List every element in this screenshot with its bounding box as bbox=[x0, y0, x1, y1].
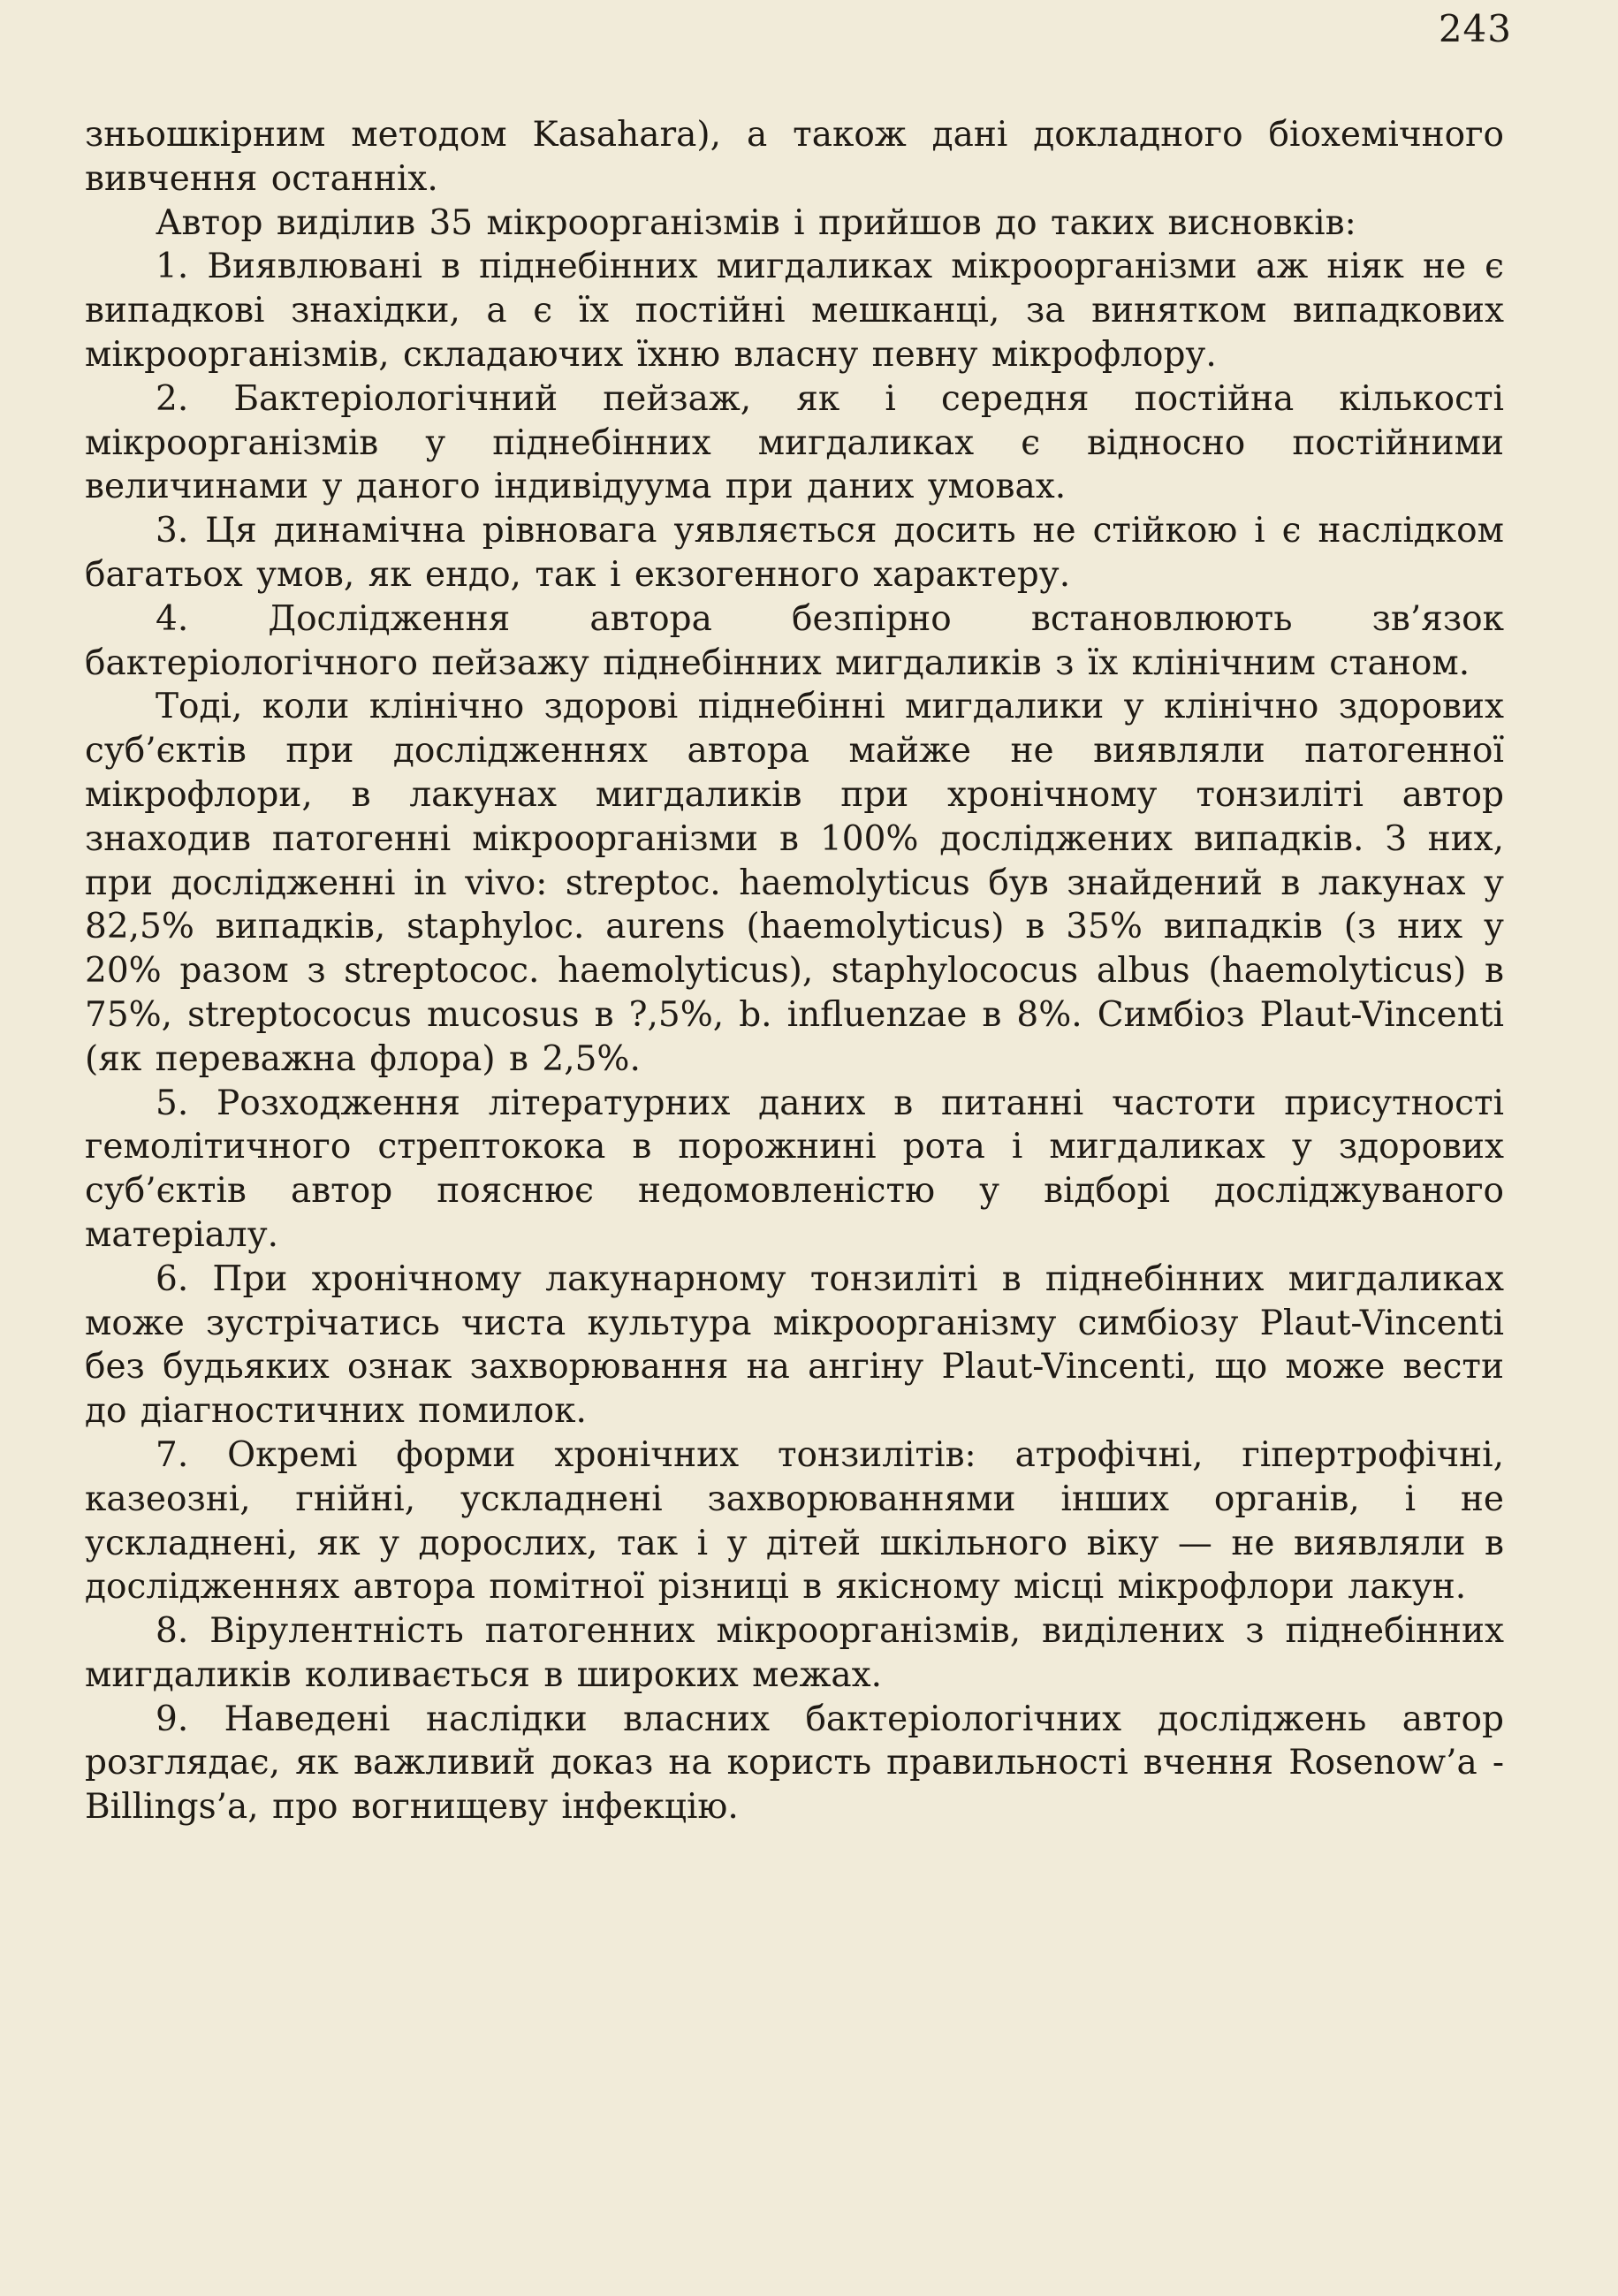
paragraph-conclusion-5: 5. Розходження літературних даних в питанні частоти присутності гемолітичного стрептокока в порожнині рота і мигдаликах у здорових суб’єктів автор пояснює недомовленістю у відборі досліджуваного матеріалу. bbox=[85, 1083, 1504, 1255]
paragraph-conclusion-6: 6. При хронічному лакунарному тонзиліті в піднебінних мигдаликах може зустрічатись чиста культура мікроорганізму симбіозу Plaut-Vincenti без будьяких ознак захворювання на ангіну Plaut-Vincenti, що може вести до діагностичних помилок. bbox=[85, 1258, 1504, 1432]
paragraph-conclusion-2: 2. Бактеріологічний пейзаж, як і середня постійна кількості мікроорганізмів у піднебінних мигдаликах є відносно постійними величинами у даного індивідуума при даних умовах. bbox=[85, 378, 1504, 507]
paragraph-conclusion-7: 7. Окремі форми хронічних тонзилітів: атрофічні, гіпертрофічні, казеозні, гнійні, ускладнені захворюваннями інших органів, і не ускладнені, як у дорослих, так і у дітей шкільного віку — не виявляли в дослідженнях автора помітної різниці в якісному місці мікрофлори лакун. bbox=[85, 1434, 1504, 1608]
paragraph-conclusion-1: 1. Виявлювані в піднебінних мигдаликах мікроорганізми аж ніяк не є випадкові знахідки, а є їх постійні мешканці, за винятком випадкових мікроорганізмів, складаючих їхню власну певну мікрофлору. bbox=[85, 247, 1504, 375]
paragraph-conclusion-8: 8. Вірулентність патогенних мікроорганізмів, виділених з піднебінних мигдаликів коливається в широких межах. bbox=[85, 1611, 1504, 1695]
paragraph-conclusion-3: 3. Ця динамічна рівновага уявляється досить не стійкою і є наслідком багатьох умов, як ендо, так і екзогенного характеру. bbox=[85, 511, 1504, 595]
paragraph-conclusion-4: 4. Дослідження автора безпірно встановлюють зв’язок бактеріологічного пейзажу піднебінних мигдаликів з їх клінічним станом. bbox=[85, 598, 1504, 683]
paragraph-author-summary: Автор виділив 35 мікроорганізмів і прийшов до таких висновків: bbox=[156, 202, 1356, 243]
text-body bbox=[85, 113, 1504, 1829]
paragraph-continuation: зньошкірним методом Kasahara), а також дані докладного біохемічного вивчення останніх. bbox=[85, 115, 1504, 199]
page-number: 243 bbox=[1438, 7, 1512, 50]
paragraph-conclusion-9: 9. Наведені наслідки власних бактеріологічних досліджень автор розглядає, як важливий доказ на користь правильності вчення Rosenow’a - Billings’a, про вогнищеву інфекцію. bbox=[85, 1699, 1504, 1828]
paragraph-clinical-findings: Тоді, коли клінічно здорові піднебінні мигдалики у клінічно здорових суб’єктів при дослідженнях автора майже не виявляли патогенної мікрофлори, в лакунах мигдаликів при хронічному тонзиліті автор знаходив патогенні мікроорганізми в 100% досліджених випадків. З них, при дослідженні in vivo: streptoc. haemolyticus був знайдений в лакунах у 82,5% випадків, staphyloc. aurens (haemolyticus) в 35% випадків (з них у 20% разом з streptococ. haemolyticus), staphylococus albus (haemolyticus) в 75%, streptococus mucosus в ?,5%, b. influenzae в 8%. Симбіоз Plaut-Vincenti (як переважна флора) в 2,5%. bbox=[85, 687, 1504, 1079]
